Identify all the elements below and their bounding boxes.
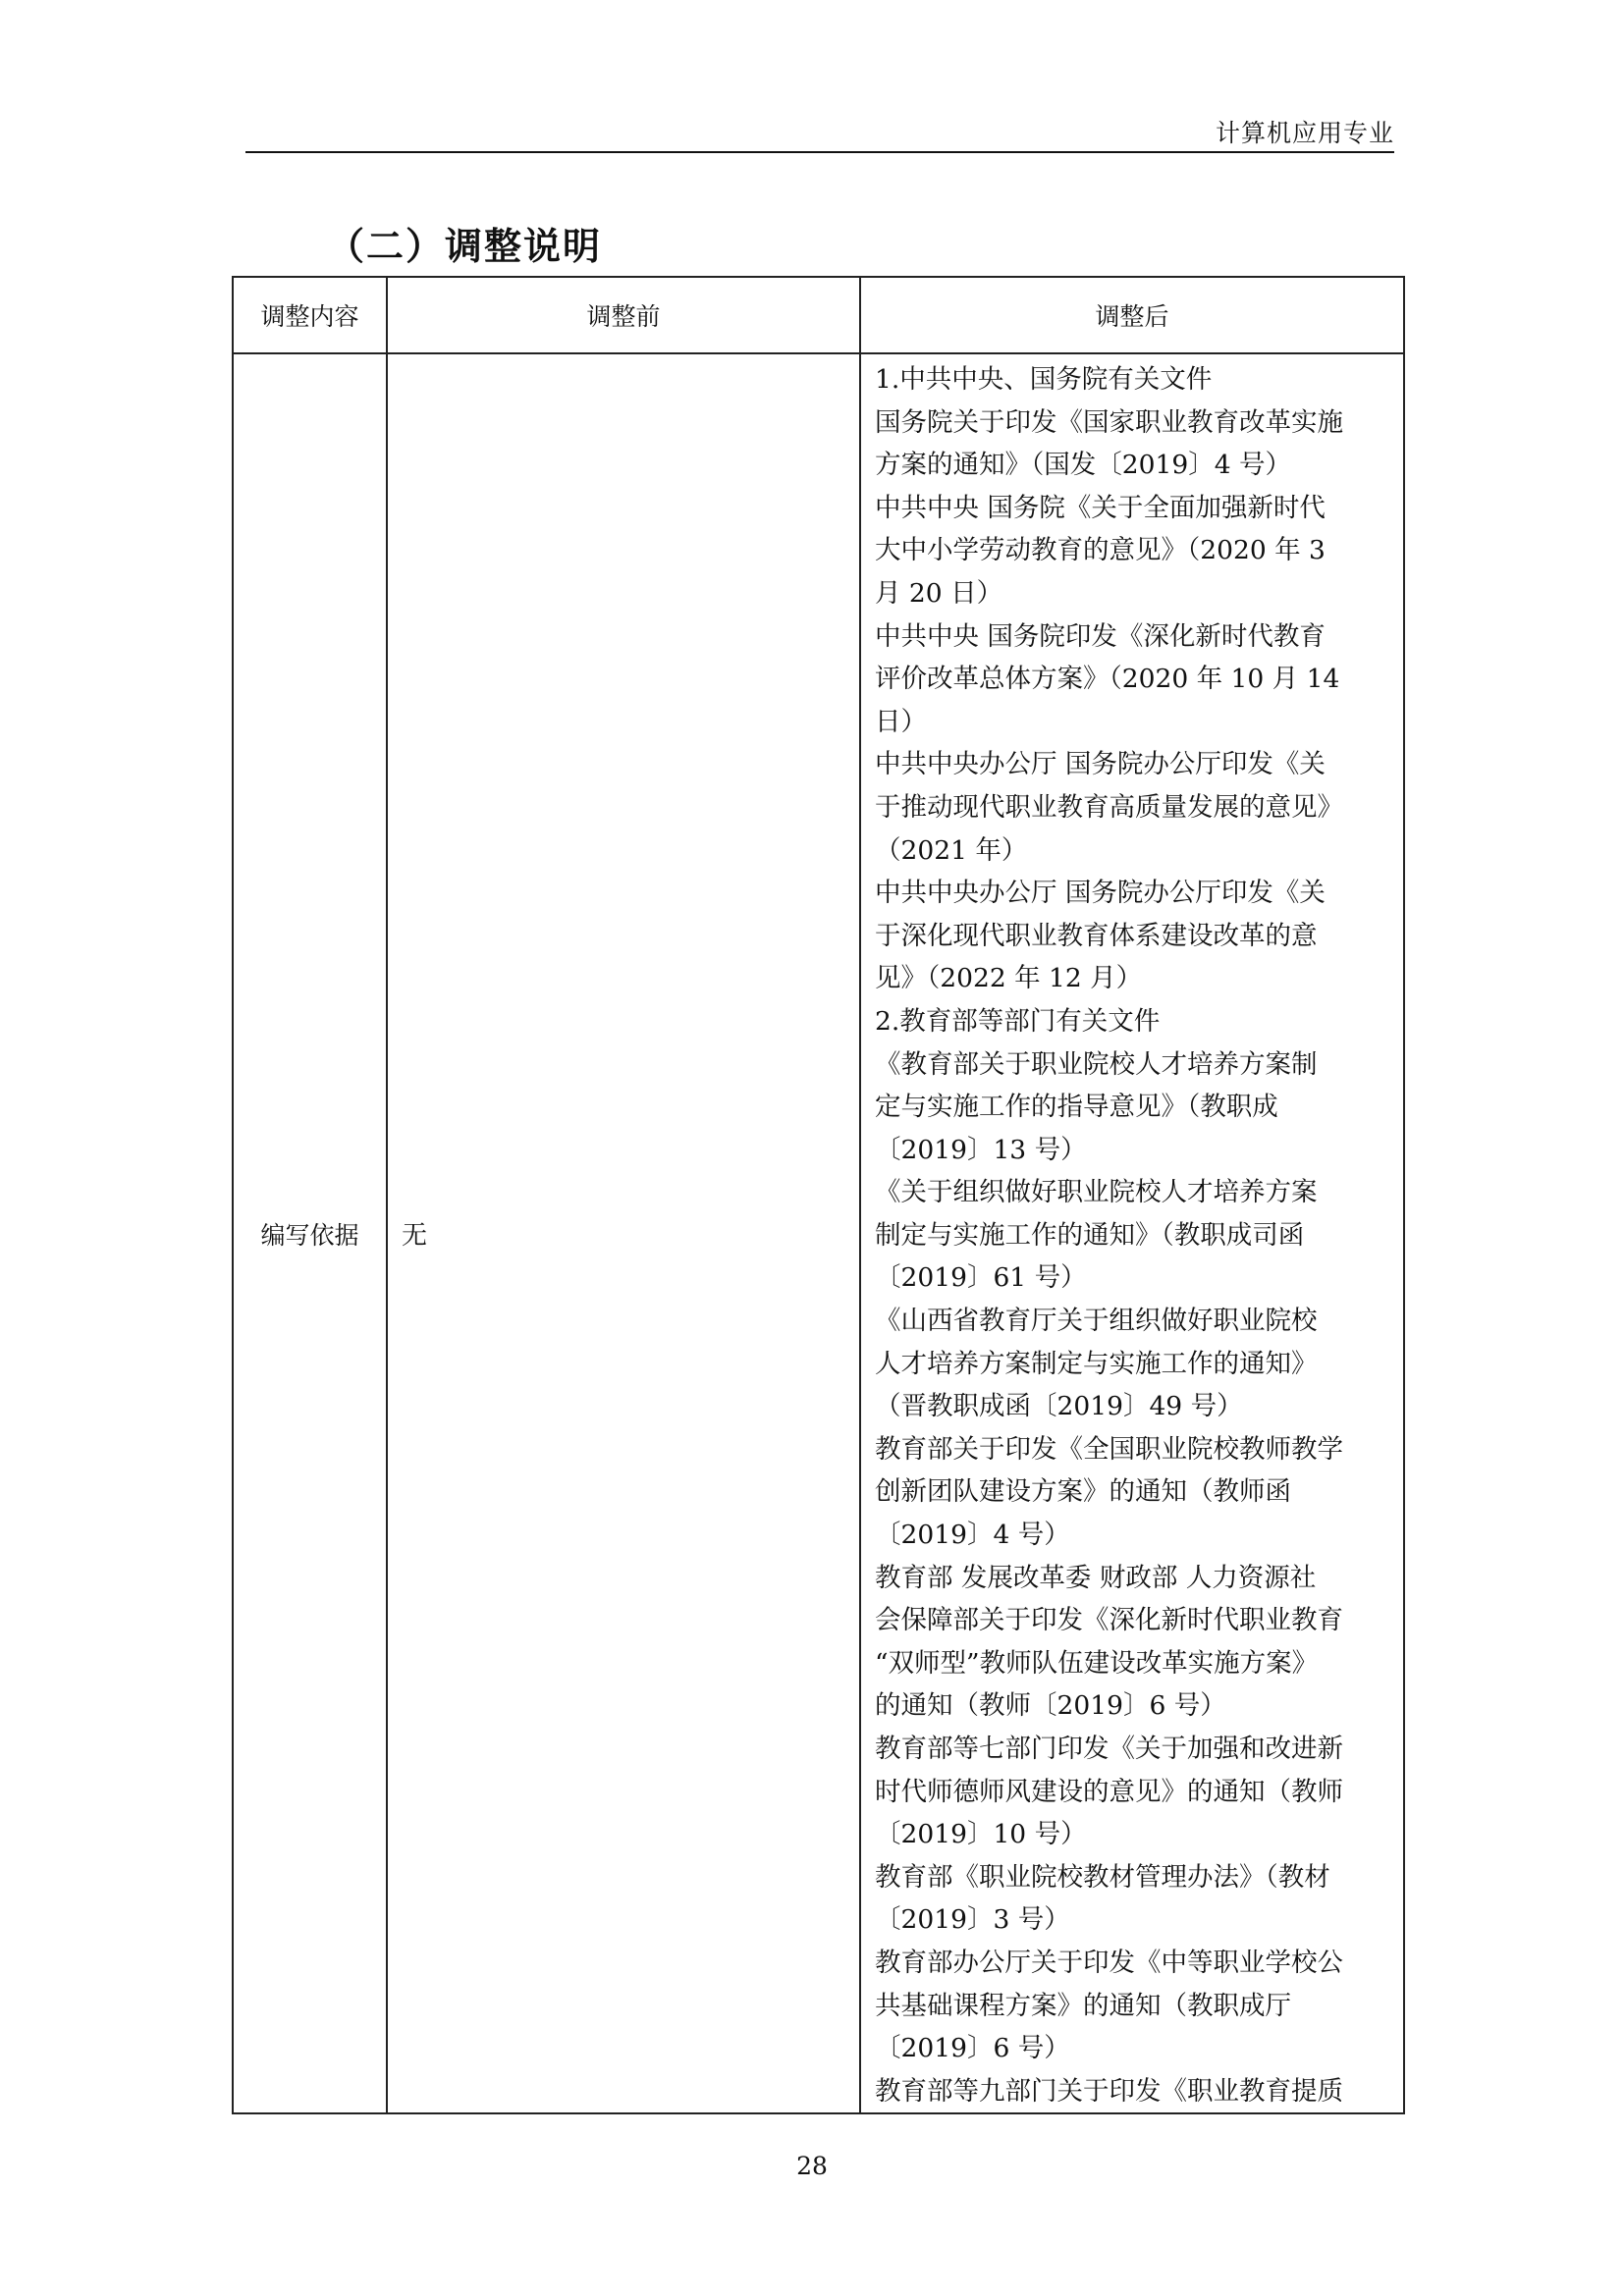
after-text-line: 于深化现代职业教育体系建设改革的意 (875, 920, 1318, 951)
after-text-line: 1.中共中央、国务院有关文件 (875, 364, 1213, 395)
after-text-line: 教育部办公厅关于印发《中等职业学校公 (875, 1947, 1343, 1978)
after-text-line: 方案的通知》（国发〔2019〕4 号） (875, 450, 1291, 481)
after-text-line: 〔2019〕10 号） (875, 1819, 1087, 1850)
after-text-line: 共基础课程方案》的通知（教职成厅 (875, 1990, 1291, 2021)
after-text-line: 的通知（教师〔2019〕6 号） (875, 1690, 1226, 1722)
before-cell: 无 (387, 353, 860, 2113)
after-text-line: 日） (875, 706, 927, 737)
after-text-block (861, 354, 1403, 2112)
header-rule (245, 151, 1394, 153)
after-text-line: （2021 年） (875, 834, 1028, 866)
after-text-line: 于推动现代职业教育高质量发展的意见》 (875, 791, 1343, 823)
after-text-line: 创新团队建设方案》的通知（教师函 (875, 1476, 1291, 1508)
after-text-line: 2.教育部等部门有关文件 (875, 1005, 1161, 1037)
table-header-row (233, 277, 1404, 353)
after-text-line: 定与实施工作的指导意见》（教职成 (875, 1092, 1278, 1123)
column-header-after: 调整后 (860, 277, 1404, 353)
after-cell (860, 353, 1404, 2113)
after-text-line: 《关于组织做好职业院校人才培养方案 (875, 1177, 1318, 1208)
after-text-line: 会保障部关于印发《深化新时代职业教育 (875, 1605, 1343, 1636)
after-text-line: 国务院关于印发《国家职业教育改革实施 (875, 406, 1343, 438)
after-text-line: “双师型”教师队伍建设改革实施方案》 (875, 1647, 1319, 1679)
row-label: 编写依据 (233, 353, 387, 2113)
after-text-line: 〔2019〕61 号） (875, 1262, 1087, 1294)
after-text-line: 〔2019〕6 号） (875, 2033, 1070, 2064)
after-text-line: 中共中央 国务院印发《深化新时代教育 (875, 620, 1326, 652)
after-text-line: 《山西省教育厅关于组织做好职业院校 (875, 1306, 1318, 1337)
after-text-line: 教育部关于印发《全国职业院校教师教学 (875, 1433, 1343, 1465)
after-text-line: 《教育部关于职业院校人才培养方案制 (875, 1048, 1318, 1080)
after-text-line: 制定与实施工作的通知》（教职成司函 (875, 1219, 1305, 1251)
after-text-line: 时代师德师风建设的意见》的通知（教师 (875, 1776, 1343, 1807)
after-text-line: 中共中央办公厅 国务院办公厅印发《关 (875, 878, 1326, 909)
after-text-line: 人才培养方案制定与实施工作的通知》 (875, 1348, 1318, 1379)
after-text-line: 评价改革总体方案》（2020 年 10 月 14 (875, 664, 1340, 695)
after-text-line: 月 20 日） (875, 577, 1003, 609)
after-text-line: 〔2019〕3 号） (875, 1904, 1070, 1936)
after-text-line: 〔2019〕13 号） (875, 1134, 1087, 1165)
running-header: 计算机应用专业 (1215, 119, 1394, 147)
section-title: （二）调整说明 (327, 225, 603, 268)
after-text-line: 中共中央办公厅 国务院办公厅印发《关 (875, 749, 1326, 780)
after-text-line: （晋教职成函〔2019〕49 号） (875, 1391, 1243, 1422)
page-number: 28 (796, 2152, 828, 2180)
after-text-line: 教育部《职业院校教材管理办法》（教材 (875, 1861, 1330, 1893)
after-text-line: 见》（2022 年 12 月） (875, 963, 1143, 994)
after-text-line: 大中小学劳动教育的意见》（2020 年 3 (875, 535, 1326, 566)
after-text-line: 教育部 发展改革委 财政部 人力资源社 (875, 1562, 1317, 1593)
adjustment-table (232, 276, 1405, 2114)
after-text-line: 教育部等九部门关于印发《职业教育提质 (875, 2075, 1343, 2107)
column-header-content: 调整内容 (233, 277, 387, 353)
after-text-line: 〔2019〕4 号） (875, 1520, 1070, 1551)
table-row (233, 353, 1404, 2113)
after-text-line: 教育部等七部门印发《关于加强和改进新 (875, 1734, 1343, 1764)
after-text-line: 中共中央 国务院《关于全面加强新时代 (875, 492, 1326, 523)
column-header-before: 调整前 (387, 277, 860, 353)
